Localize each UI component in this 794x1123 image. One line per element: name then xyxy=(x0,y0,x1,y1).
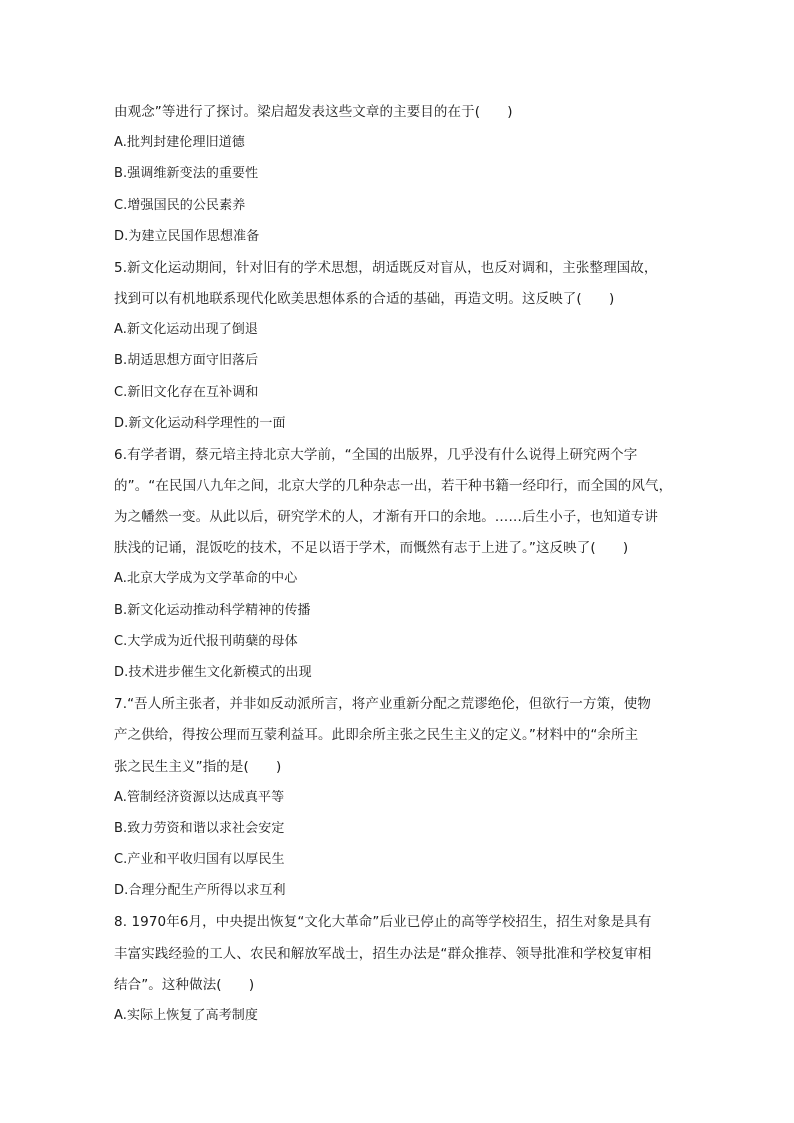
q5-option-d: D.新文化运动科学理性的一面 xyxy=(114,416,286,431)
question-8-stem-line-1: 8. 1970年6月，中央提出恢复“文化大革命”后业已停止的高等学校招生，招生对象是具有 xyxy=(114,914,652,930)
q8-option-a: A.实际上恢复了高考制度 xyxy=(114,1008,258,1023)
question-5-stem-line-1: 5.新文化运动期间，针对旧有的学术思想，胡适既反对盲从，也反对调和，主张整理国故， xyxy=(114,260,658,276)
q4-option-c: C.增强国民的公民素养 xyxy=(114,198,246,213)
q6-option-b: B.新文化运动推动科学精神的传播 xyxy=(114,603,311,618)
q4-option-a: A.批判封建伦理旧道德 xyxy=(114,135,245,150)
question-7-stem-line-3: 张之民生主义”指的是( ) xyxy=(114,759,282,775)
q5-option-c: C.新旧文化存在互补调和 xyxy=(114,385,259,400)
q4-option-d: D.为建立民国作思想准备 xyxy=(114,229,260,244)
question-6-stem-line-1: 6.有学者谓，蔡元培主持北京大学前，“全国的出版界，几乎没有什么说得上研究两个字 xyxy=(114,447,638,463)
q5-option-a: A.新文化运动出现了倒退 xyxy=(114,322,258,337)
question-5-stem-line-2: 找到可以有机地联系现代化欧美思想体系的合适的基础，再造文明。这反映了( ) xyxy=(114,291,615,307)
question-7-stem-line-2: 产之供给，得按公理而互蒙利益耳。此即余所主张之民生主义的定义。”材料中的“余所主 xyxy=(114,727,639,743)
q5-option-b: B.胡适思想方面守旧落后 xyxy=(114,353,259,368)
question-7-stem-line-1: 7.“吾人所主张者，并非如反动派所言，将产业重新分配之荒谬绝伦，但欲行一方策，使物 xyxy=(114,696,651,712)
question-6-stem-line-2: 的”。“在民国八九年之间，北京大学的几种杂志一出，若干种书籍一经印行，而全国的风气， xyxy=(114,478,673,494)
question-6-stem-line-4: 肤浅的记诵，混饭吃的技术，不足以语于学术，而慨然有志于上进了。”这反映了( ) xyxy=(114,540,629,556)
q6-option-a: A.北京大学成为文学革命的中心 xyxy=(114,571,298,586)
q7-option-b: B.致力劳资和谐以求社会安定 xyxy=(114,821,285,836)
q6-option-c: C.大学成为近代报刊萌蘖的母体 xyxy=(114,634,298,649)
question-8-stem-line-2: 丰富实践经验的工人、农民和解放军战士，招生办法是“群众推荐、领导批准和学校复审相 xyxy=(114,946,652,962)
q6-option-d: D.技术进步催生文化新模式的出现 xyxy=(114,665,312,680)
q4-option-b: B.强调维新变法的重要性 xyxy=(114,166,259,181)
question-8-stem-line-3: 结合”。这种做法( ) xyxy=(114,977,255,993)
question-6-stem-line-3: 为之幡然一变。从此以后，研究学术的人，才渐有开口的余地。……后生小子，也知道专讲 xyxy=(114,509,658,525)
q7-option-d: D.合理分配生产所得以求互利 xyxy=(114,883,286,898)
q7-option-a: A.管制经济资源以达成真平等 xyxy=(114,790,285,805)
question-4-stem-end: 由观念”等进行了探讨。梁启超发表这些文章的主要目的在于( ) xyxy=(114,104,513,120)
q7-option-c: C.产业和平收归国有以厚民生 xyxy=(114,852,285,867)
